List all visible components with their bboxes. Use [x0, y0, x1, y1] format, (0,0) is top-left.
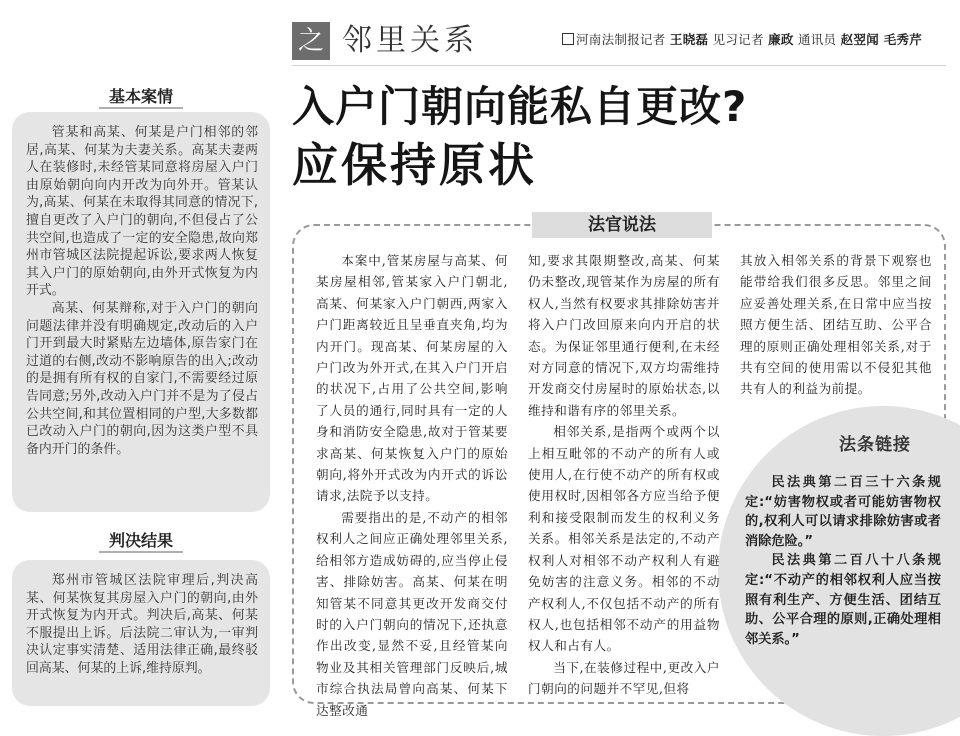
verdict-title-text: 判决结果 — [99, 528, 183, 553]
law-article-236: 民法典第二百三十六条规定:“妨害物权或者可能妨害物权的,权利人可以请求排除妨害或者消除危险。” — [745, 475, 941, 549]
basic-case-paragraph-2: 高某、何某辩称,对于入户门的朝向问题法律并没有明确规定,改动后的入户门开到最大时紧贴左边墙体,原告家门在过道的右侧,改动不影响原告的出入;改动的是拥有所有权的自家门,不需要经过原告同意;另外,改动入户门并不是为了侵占公共空间,和其位置相同的户型,大多数都已改动入户门的朝向,因为这类户型不具备内开门的条件。 — [26, 300, 258, 457]
judge-says-column-2 — [528, 250, 720, 700]
byline-intern: 廉政 — [768, 32, 794, 47]
series-mark: 之 — [292, 22, 330, 60]
basic-case-title-text: 基本案情 — [99, 84, 183, 109]
headline-line-2: 应保持原状 — [292, 138, 537, 192]
law-links-title: 法条链接 — [839, 435, 911, 455]
judge-says-paragraph: 需要指出的是,不动产的相邻权利人之间应正确处理邻里关系,给相邻方造成妨碍的,应当停止侵害、排除妨害。高某、何某在明知管某不同意其更改开发商交付时的入户门朝向的情况下,还执意作出改变,显然不妥,且经管某向物业及其相关管理部门反映后,城市综合执法局曾向高某、何某下达整改通 — [316, 509, 508, 718]
judge-says-paragraph: 其放入相邻关系的背景下观察也能带给我们很多反思。邻里之间应妥善处理关系,在日常中应当按照方便生活、团结互助、公平合理的原则正确处理相邻关系,对于共有空间的使用需以不侵犯其他共有人的利益为前提。 — [740, 253, 932, 397]
byline — [562, 30, 922, 48]
verdict-box — [12, 560, 270, 706]
basic-case-paragraph-1: 管某和高某、何某是户门相邻的邻居,高某、何某为夫妻关系。高某夫妻两人在装修时,未经管某同意将房屋入户门由原始朝向向内开改为向外开。管某认为,高某、何某在未取得其同意的情况下,擅自更改了入户门的朝向,不但侵占了公共空间,也造成了一定的安全隐患,故向郑州市管城区法院提起诉讼,要求两人恢复其入户门的原始朝向,由外开式恢复为内开式。 — [26, 125, 258, 299]
judge-says-column-1 — [316, 250, 508, 721]
judge-says-paragraph: 知,要求其限期整改,高某、何某仍未整改,现管某作为房屋的所有权人,当然有权要求其排除妨害并将入户门改回原来向内开启的状态。为保证邻里通行便利,在未经对方同意的情况下,双方均需维持开发商交付房屋时的原始状态,以维持和谐有序的邻里关系。 — [528, 253, 720, 418]
judge-says-title: 法官说法 — [532, 212, 712, 238]
byline-intern-label: 见习记者 — [712, 32, 764, 47]
byline-reporter: 王晓磊 — [669, 32, 709, 47]
series-title: 邻里关系 — [342, 23, 478, 58]
header-divider — [292, 65, 946, 66]
law-article-288: 民法典第二百八十八条规定:“不动产的相邻权利人应当按照有利生产、方便生活、团结互助、公平合理的原则,正确处理相邻关系。” — [745, 553, 941, 647]
headline-line-1: 入户门朝向能私自更改? — [292, 82, 748, 131]
basic-case-title — [12, 84, 270, 109]
judge-says-paragraph: 相邻关系,是指两个或两个以上相互毗邻的不动产的所有人或使用人,在行使不动产的所有权或使用权时,因相邻各方应当给予便利和接受限制而发生的权利义务关系。相邻关系是法定的,不动产权利人对相邻不动产权利人有避免妨害的注意义务。相邻的不动产权利人,不仅包括不动产的所有权人,也包括相邻不动产的用益物权人和占有人。 — [528, 424, 720, 654]
judge-says-column-3 — [740, 250, 932, 400]
law-links-text — [745, 473, 941, 649]
verdict-paragraph-1: 郑州市管城区法院审理后,判决高某、何某恢复其房屋入户门的朝向,由外开式恢复为内开式。判决后,高某、何某不服提出上诉。后法院二审认为,一审判决认定事实清楚、适用法律正确,最终驳回高某、何某的上诉,维持原判。 — [26, 573, 258, 676]
basic-case-box — [12, 112, 270, 512]
judge-says-paragraph: 当下,在装修过程中,更改入户门朝向的问题并不罕见,但将 — [528, 659, 720, 697]
byline-correspondents: 赵翌闻 毛秀芹 — [840, 32, 923, 47]
byline-box-icon — [562, 33, 574, 45]
byline-source: 河南法制报记者 — [576, 32, 666, 47]
judge-says-paragraph: 本案中,管某房屋与高某、何某房屋相邻,管某家入户门朝北,高某、何某家入户门朝西,两家入户门距离较近且呈垂直夹角,均为内开门。现高某、何某房屋的入户门改为外开式,在其入户门开启的状况下,占用了公共空间,影响了人员的通行,同时具有一定的人身和消防安全隐患,故对于管某要求高某、何某恢复入户门的原始朝向,将外开式改为内开式的诉讼请求,法院予以支持。 — [316, 253, 508, 504]
byline-corr-label: 通讯员 — [797, 32, 837, 47]
verdict-title — [12, 528, 270, 553]
